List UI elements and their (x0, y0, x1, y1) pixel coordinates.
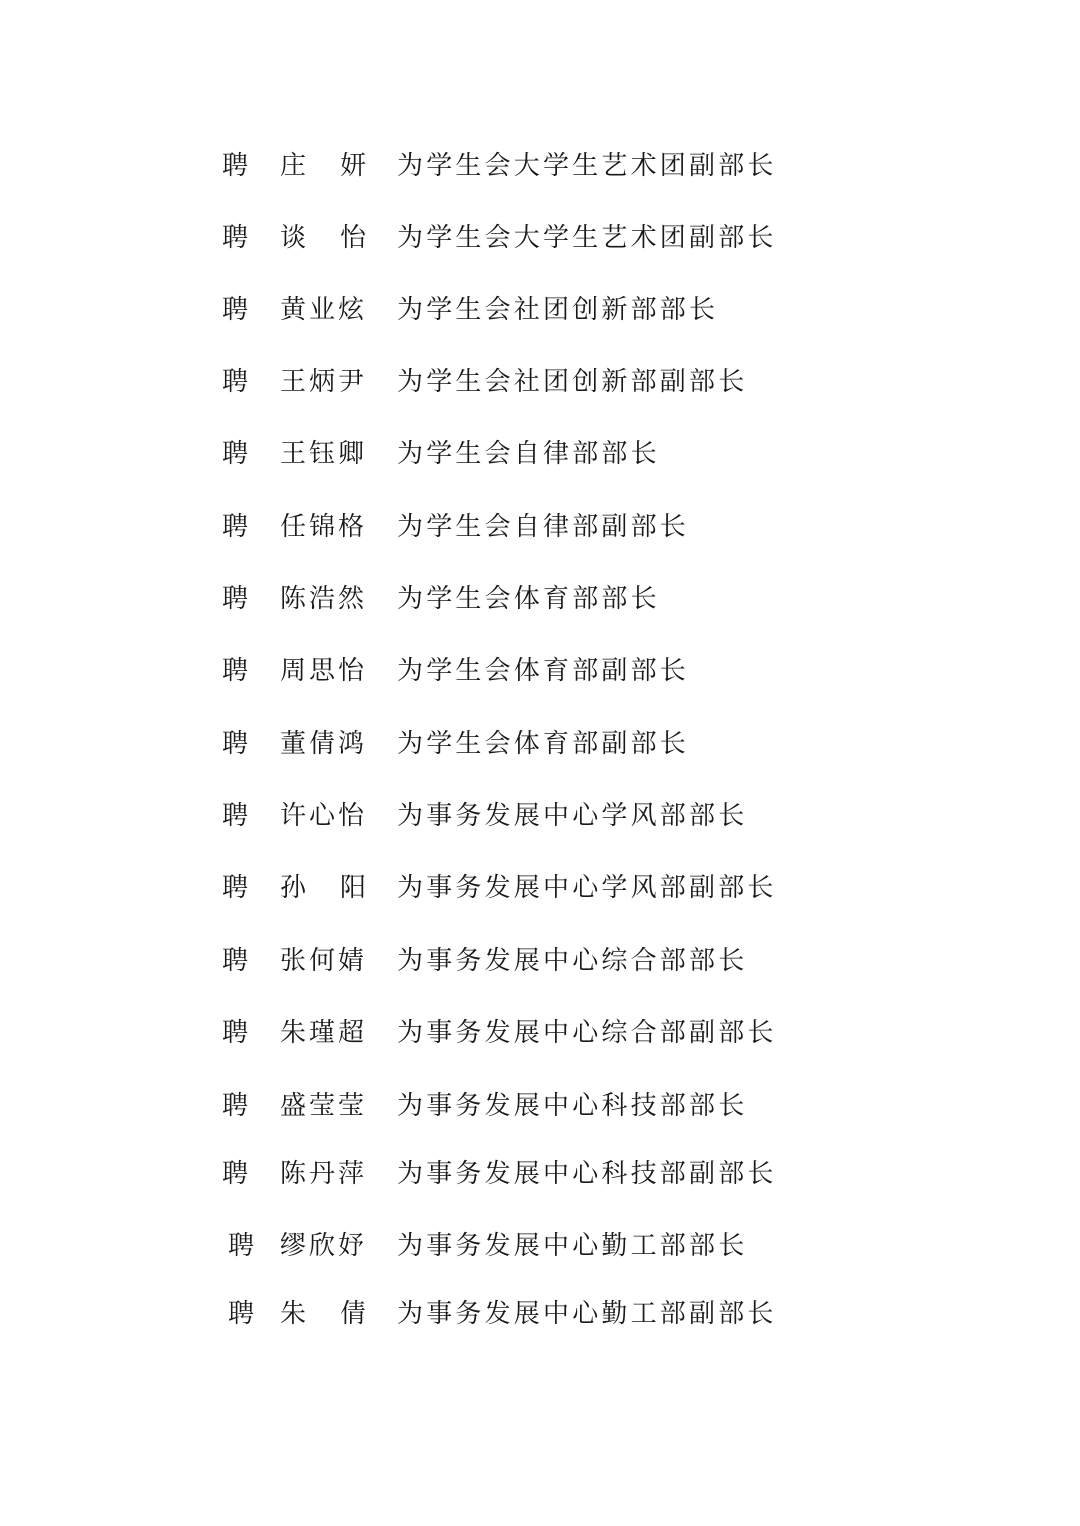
appointment-verb: 聘 (222, 946, 249, 976)
appointment-verb: 聘 (222, 439, 249, 469)
name-character: 朱 (280, 1299, 307, 1329)
appointee-name: 周思怡 (280, 656, 368, 686)
name-character: 怡 (339, 223, 366, 253)
name-character: 谈 (280, 223, 307, 253)
appointment-role: 为事务发展中心勤工部部长 (397, 1231, 748, 1261)
name-character: 孙 (280, 873, 307, 903)
appointment-verb: 聘 (222, 1091, 249, 1121)
appointment-role: 为学生会自律部副部长 (397, 512, 690, 542)
appointment-role: 为学生会自律部部长 (397, 439, 660, 469)
appointment-role: 为学生会大学生艺术团副部长 (397, 151, 777, 181)
appointment-verb: 聘 (222, 656, 249, 686)
appointee-name: 朱瑾超 (280, 1018, 368, 1048)
appointment-row (0, 651, 1080, 691)
appointee-name (280, 218, 366, 258)
appointment-row (0, 434, 1080, 474)
appointee-name: 许心怡 (280, 801, 368, 831)
appointment-verb: 聘 (222, 512, 249, 542)
appointment-row (0, 579, 1080, 619)
appointment-row (0, 362, 1080, 402)
appointment-verb: 聘 (222, 584, 249, 614)
appointment-row (0, 796, 1080, 836)
appointment-verb: 聘 (222, 223, 249, 253)
appointment-role: 为事务发展中心科技部副部长 (397, 1159, 777, 1189)
appointment-verb: 聘 (228, 1299, 255, 1329)
appointee-name: 张何婧 (280, 946, 368, 976)
appointment-role: 为学生会体育部副部长 (397, 656, 690, 686)
appointment-verb: 聘 (222, 1159, 249, 1189)
appointment-row (0, 1294, 1080, 1334)
appointee-name: 陈丹萍 (280, 1159, 368, 1189)
appointment-row (0, 724, 1080, 764)
appointee-name (280, 146, 366, 186)
appointment-role: 为事务发展中心综合部副部长 (397, 1018, 777, 1048)
appointment-row (0, 290, 1080, 330)
appointment-role: 为事务发展中心勤工部副部长 (397, 1299, 777, 1329)
appointment-verb: 聘 (222, 151, 249, 181)
appointee-name: 盛莹莹 (280, 1091, 368, 1121)
name-character: 阳 (339, 873, 366, 903)
appointment-row (0, 1013, 1080, 1053)
appointment-role: 为学生会体育部副部长 (397, 729, 690, 759)
appointment-role: 为学生会社团创新部部长 (397, 295, 719, 325)
appointment-verb: 聘 (222, 1018, 249, 1048)
appointment-verb: 聘 (222, 729, 249, 759)
appointment-role: 为学生会大学生艺术团副部长 (397, 223, 777, 253)
appointee-name (280, 868, 366, 908)
appointee-name: 陈浩然 (280, 584, 368, 614)
appointee-name: 王钰卿 (280, 439, 368, 469)
appointment-row (0, 1154, 1080, 1194)
appointee-name: 黄业炫 (280, 295, 368, 325)
appointment-role: 为事务发展中心学风部副部长 (397, 873, 777, 903)
appointment-role: 为学生会社团创新部副部长 (397, 367, 748, 397)
appointment-role: 为学生会体育部部长 (397, 584, 660, 614)
name-character: 庄 (280, 151, 307, 181)
appointment-verb: 聘 (222, 295, 249, 325)
appointee-name: 王炳尹 (280, 367, 368, 397)
appointment-row (0, 868, 1080, 908)
appointment-verb: 聘 (222, 873, 249, 903)
appointment-role: 为事务发展中心学风部部长 (397, 801, 748, 831)
appointment-verb: 聘 (228, 1231, 255, 1261)
name-character: 妍 (339, 151, 366, 181)
appointment-verb: 聘 (222, 801, 249, 831)
appointee-name: 董倩鸿 (280, 729, 368, 759)
appointee-name: 缪欣妤 (280, 1231, 368, 1261)
appointee-name (280, 1294, 366, 1334)
name-character: 倩 (339, 1299, 366, 1329)
appointment-row (0, 146, 1080, 186)
appointment-row (0, 507, 1080, 547)
appointment-verb: 聘 (222, 367, 249, 397)
appointment-row (0, 218, 1080, 258)
appointment-row (0, 1086, 1080, 1126)
appointment-row (0, 1226, 1080, 1266)
appointment-role: 为事务发展中心综合部部长 (397, 946, 748, 976)
appointment-role: 为事务发展中心科技部部长 (397, 1091, 748, 1121)
appointee-name: 任锦格 (280, 512, 368, 542)
appointment-row (0, 941, 1080, 981)
